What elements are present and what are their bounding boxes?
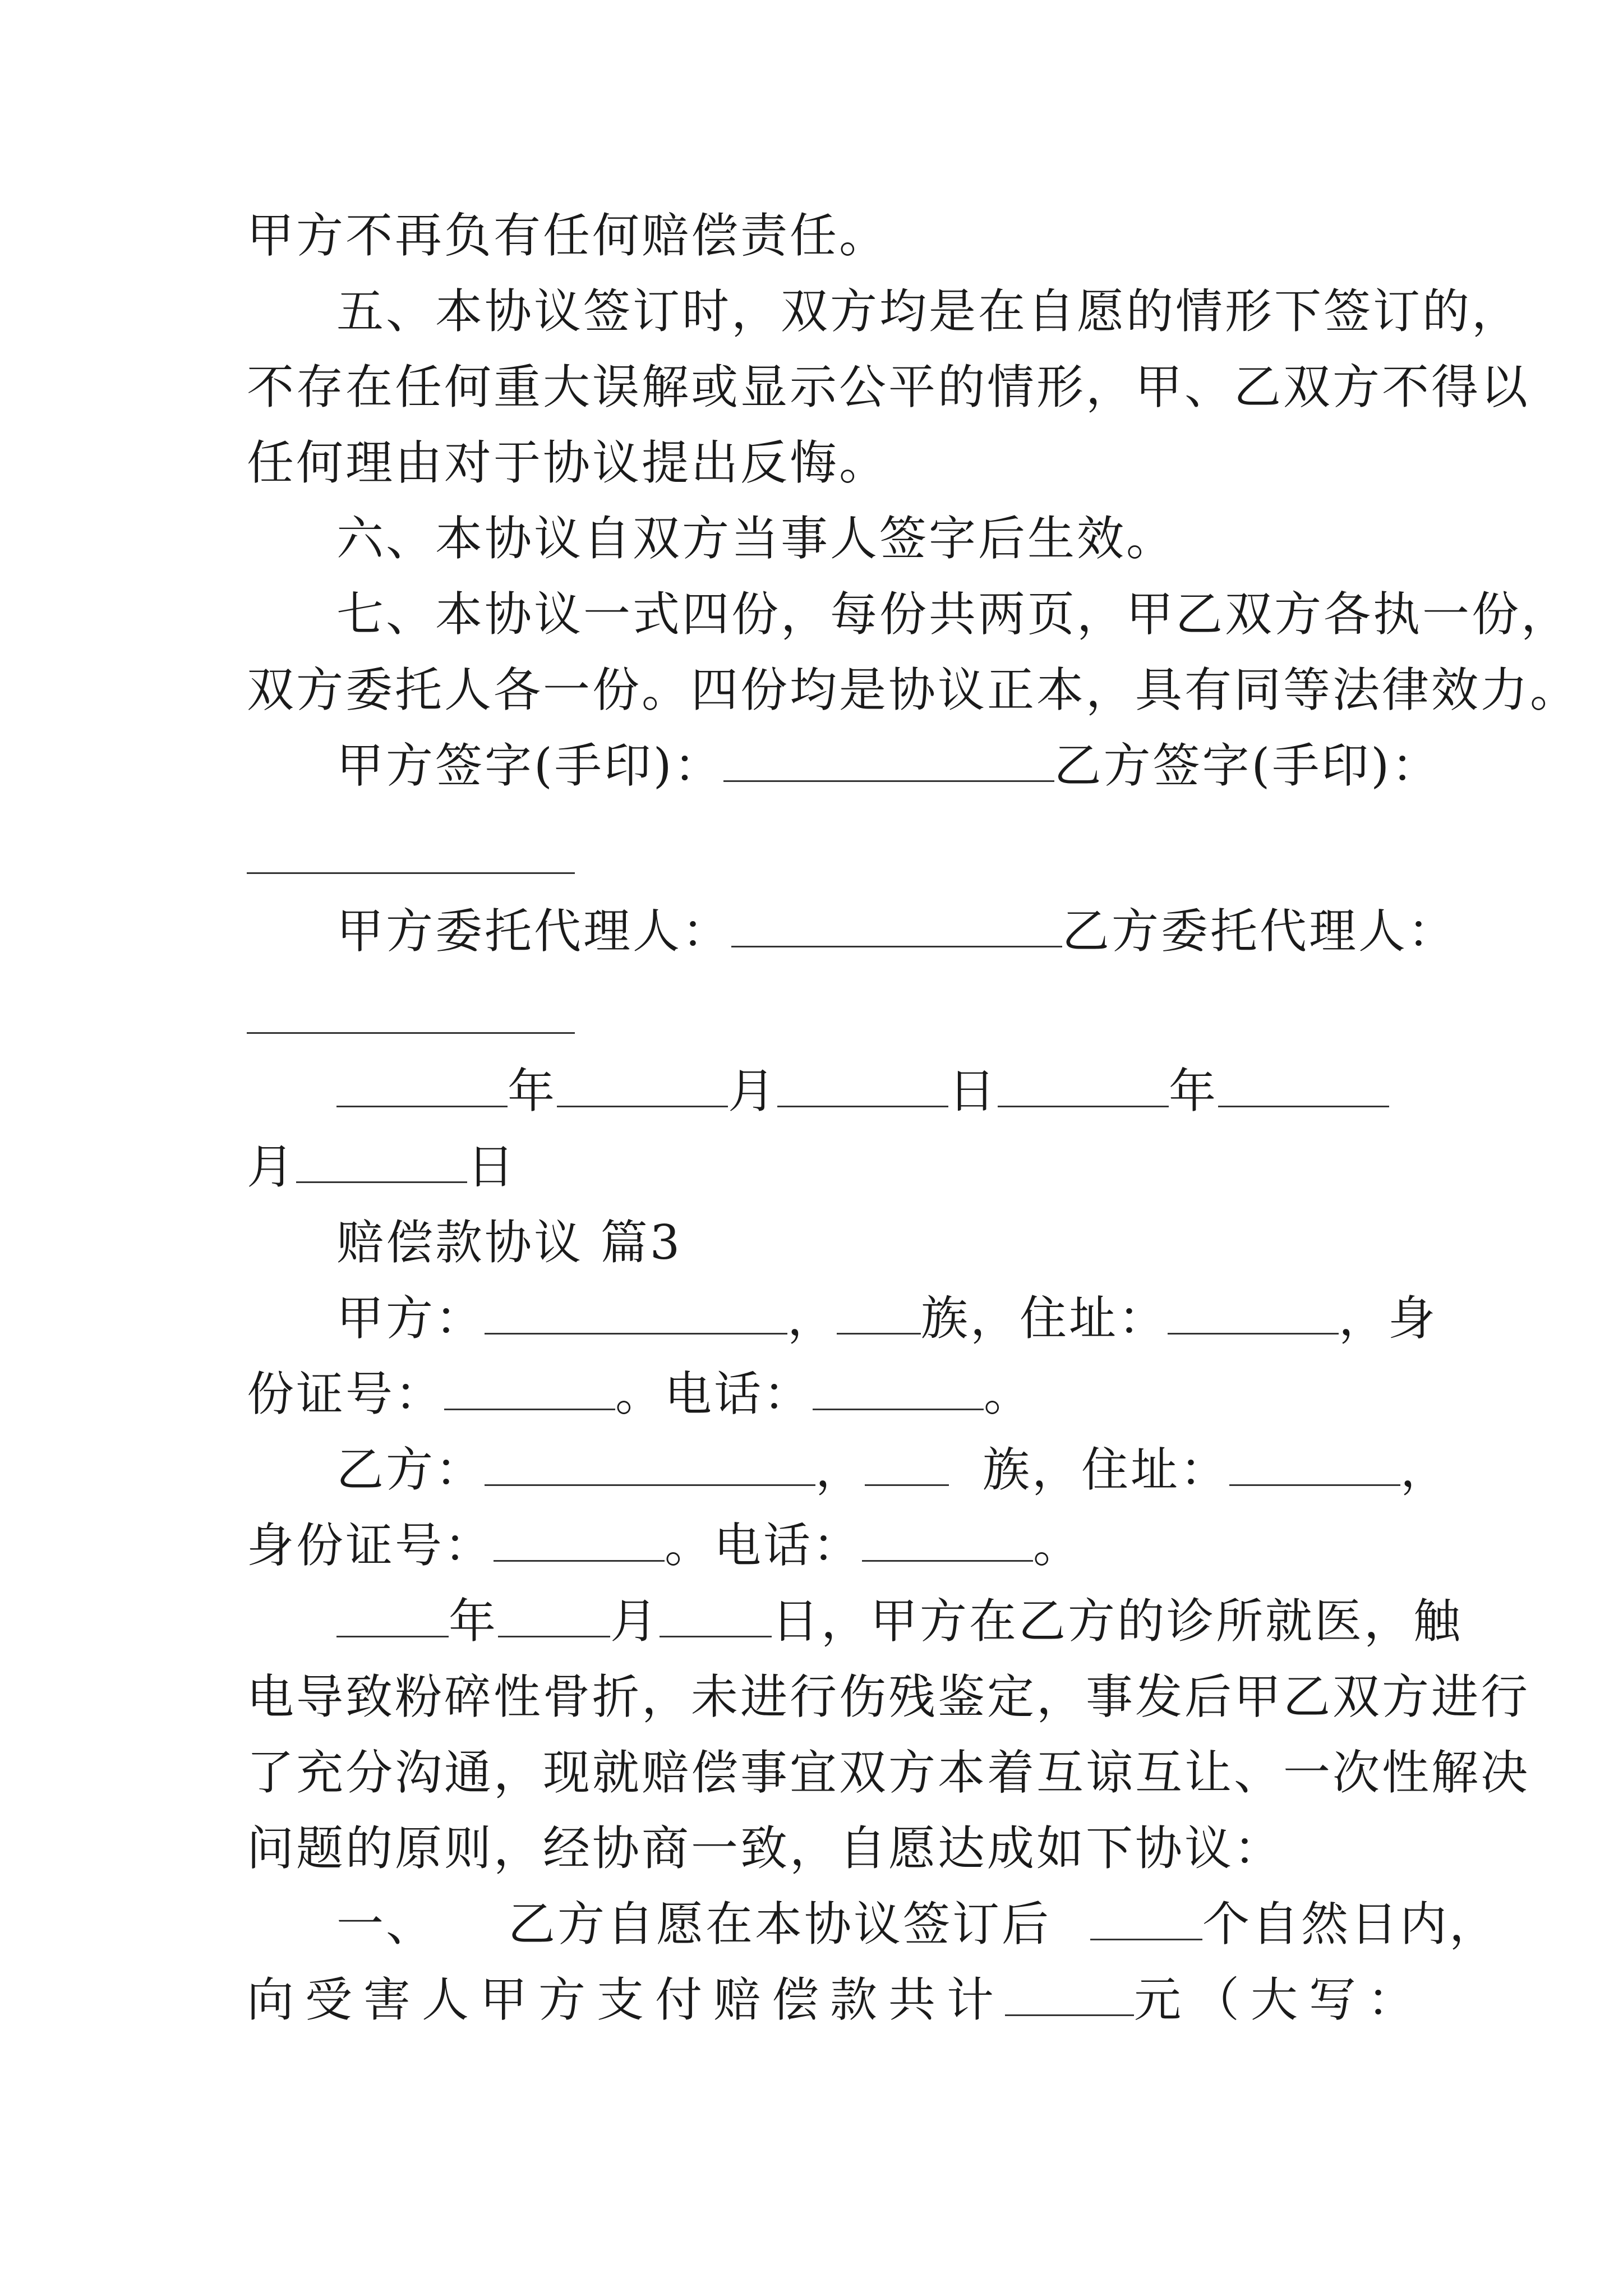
text-line	[247, 1812, 1283, 1885]
day-label: 日	[948, 1064, 998, 1119]
party-b-agent-blank[interactable]	[247, 1032, 575, 1034]
comma: ，	[1400, 1442, 1450, 1497]
month-label: 月	[610, 1594, 660, 1649]
party-b-line	[336, 1433, 1450, 1506]
paragraph-text: 不存在任何重大误解或显示公平的情形，甲、乙双方不得以	[247, 360, 1530, 415]
party-b-id-line	[247, 1509, 1082, 1582]
phone-label: 。电话：	[665, 1518, 863, 1573]
year-blank[interactable]	[998, 1057, 1169, 1107]
clause-text: 个自然日内，	[1202, 1897, 1499, 1952]
year-label: 年	[1169, 1064, 1219, 1119]
day-label: 日	[467, 1139, 517, 1194]
paragraph-text: 问题的原则，经协商一致，自愿达成如下协议：	[247, 1821, 1284, 1876]
clause-text: 乙方自愿在本协议签订后	[508, 1897, 1052, 1952]
party-a-signature-blank[interactable]	[723, 732, 1054, 782]
paragraph-text: 五、本协议签订时，双方均是在自愿的情形下签订的，	[336, 284, 1521, 339]
year-blank[interactable]	[336, 1057, 508, 1107]
text-line	[247, 1736, 1530, 1809]
party-a-agent-label: 甲方委托代理人：	[336, 904, 732, 959]
paragraph-text: 六、本协议自双方当事人签字后生效。	[336, 511, 1176, 566]
incident-day-blank[interactable]	[660, 1588, 772, 1637]
paragraph-text: 了充分沟通，现就赔偿事宜双方本着互谅互让、一次性解决	[247, 1745, 1530, 1800]
party-a-id-line	[247, 1358, 1033, 1430]
party-a-line	[336, 1282, 1437, 1355]
month-blank[interactable]	[1218, 1057, 1389, 1107]
text-line	[247, 199, 888, 272]
phone-label: 。电话：	[615, 1366, 813, 1421]
day-blank[interactable]	[777, 1057, 948, 1107]
comma-id: ，身	[1339, 1291, 1438, 1346]
party-b-name-blank[interactable]	[485, 1436, 815, 1486]
clause-text: 元（大写：	[1134, 1972, 1426, 2027]
comma: ，	[815, 1442, 865, 1497]
section-title-text: 赔偿款协议 篇3	[336, 1215, 683, 1270]
clause-line	[247, 1963, 1426, 2036]
party-a-id-blank[interactable]	[444, 1360, 615, 1410]
id-label: 份证号：	[247, 1366, 445, 1421]
party-b-label: 乙方：	[336, 1442, 485, 1497]
signature-line	[336, 729, 1441, 802]
paragraph-text: 任何理由对于协议提出反悔。	[247, 435, 889, 490]
section-title	[336, 1206, 682, 1279]
party-a-address-blank[interactable]	[1168, 1285, 1339, 1335]
month-label: 月	[728, 1064, 778, 1119]
incident-line	[336, 1585, 1463, 1658]
comma: ，	[787, 1291, 837, 1346]
incident-year-blank[interactable]	[336, 1588, 449, 1637]
party-b-id-blank[interactable]	[494, 1512, 665, 1562]
ethnicity-address-label: 族，住址：	[983, 1442, 1230, 1497]
month-label: 月	[247, 1139, 297, 1194]
party-a-signature-label: 甲方签字(手印)：	[336, 738, 723, 793]
party-b-ethnicity-blank[interactable]	[865, 1436, 949, 1486]
party-b-phone-blank[interactable]	[862, 1512, 1033, 1562]
days-blank[interactable]	[1090, 1890, 1202, 1940]
party-a-ethnicity-blank[interactable]	[837, 1285, 921, 1335]
party-b-signature-label: 乙方签字(手印)：	[1054, 738, 1441, 793]
clause-number: 一、	[336, 1897, 436, 1952]
text-line	[247, 426, 888, 499]
text-line	[336, 502, 1175, 575]
day-blank[interactable]	[296, 1133, 467, 1183]
id-label: 身份证号：	[247, 1518, 494, 1573]
party-a-phone-blank[interactable]	[813, 1360, 984, 1410]
text-line	[247, 1660, 1530, 1733]
period: 。	[1033, 1518, 1083, 1573]
party-b-agent-label: 乙方委托代理人：	[1062, 904, 1458, 959]
incident-month-blank[interactable]	[498, 1588, 610, 1637]
year-label: 年	[508, 1064, 557, 1119]
clause-text: 向受害人甲方支付赔偿款共计	[247, 1972, 1006, 2027]
party-a-label: 甲方：	[336, 1291, 485, 1346]
year-label: 年	[449, 1594, 499, 1649]
incident-text: 日，甲方在乙方的诊所就医，触	[772, 1594, 1463, 1649]
text-line	[336, 275, 1521, 348]
text-line	[247, 351, 1530, 424]
paragraph-text: 甲方不再负有任何赔偿责任。	[247, 208, 889, 263]
party-b-address-blank[interactable]	[1229, 1436, 1400, 1486]
agent-line	[336, 895, 1457, 968]
amount-blank[interactable]	[1005, 1966, 1134, 2016]
ethnicity-address-label: 族，住址：	[921, 1291, 1168, 1346]
paragraph-text: 七、本协议一式四份，每份共两页，甲乙双方各执一份，	[336, 587, 1571, 642]
clause-line	[336, 1888, 1498, 1961]
text-line	[336, 578, 1570, 651]
party-a-agent-blank[interactable]	[731, 898, 1062, 947]
paragraph-text: 电导致粉碎性骨折，未进行伤残鉴定，事发后甲乙双方进行	[247, 1669, 1530, 1724]
paragraph-text: 双方委托人各一份。四份均是协议正本，具有同等法律效力。	[247, 662, 1580, 717]
text-line	[247, 654, 1579, 726]
party-b-signature-blank[interactable]	[247, 872, 575, 874]
period: 。	[984, 1366, 1034, 1421]
date-line	[247, 1130, 517, 1203]
party-a-name-blank[interactable]	[485, 1285, 787, 1335]
date-line	[336, 1055, 1389, 1128]
month-blank[interactable]	[557, 1057, 728, 1107]
